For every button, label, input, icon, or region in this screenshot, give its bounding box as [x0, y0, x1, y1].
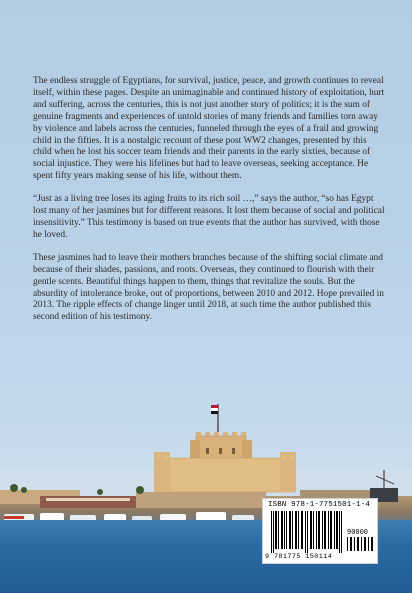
flag-red-band [211, 405, 218, 408]
ean-digits: 9 781775 150114 [265, 553, 333, 561]
blurb-paragraph-2: “Just as a living tree loses its aging fruits to its rich soil …,” says the author, “so has Egypt lost many of her jasmines but for different reasons. It lost them because of social and political insensitivity.” This testimony is based on true events that the author has survived, with those he loved. [33, 194, 385, 240]
price-code: 90000 [347, 529, 369, 537]
blurb-text [33, 76, 385, 335]
blurb-paragraph-3: These jasmines had to leave their mothers branches because of the shifting social climate and because of their shades, passions, and roots. Overseas, they continued to flourish with their gentle scents. Beautiful things happen to them, things that revitalize the souls. But the absurdity of intolerance broke, out of proportions, between 2010 and 2012. Hope prevailed in 2013. The ripple effects of change linger until 2018, at such time the author published this second edition of his testimony. [33, 252, 384, 323]
citadel-walls [156, 458, 294, 492]
isbn-label: ISBN 978-1-7751501-1-4 [268, 501, 370, 509]
addon-barcode-icon [347, 537, 373, 551]
barcode-box [262, 498, 378, 564]
blurb-paragraph-1: The endless struggle of Egyptians, for survival, justice, peace, and growth continues to reveal itself, within these pages. Despite an unimaginable and continued history of exploitation, hurt and suffering, across the centuries, this is not just another story of politics; it is the sum of genuine fragments and experiences of untold stories of many friends and families torn away by violence and labels across the centuries, funneled through the eyes of a frail and growing child in the fifties. It is a nostalgic recount of these post WW2 changes, presented by this child when he lost his soccer team friends and their parents in the early sixties, because of social injustice. They were his lifelines but had to leave overseas, seeking acceptance. He spent fifty years making sense of his life, without them. [33, 76, 385, 182]
shore-buildings [40, 496, 136, 508]
ean-barcode-icon [271, 511, 343, 553]
